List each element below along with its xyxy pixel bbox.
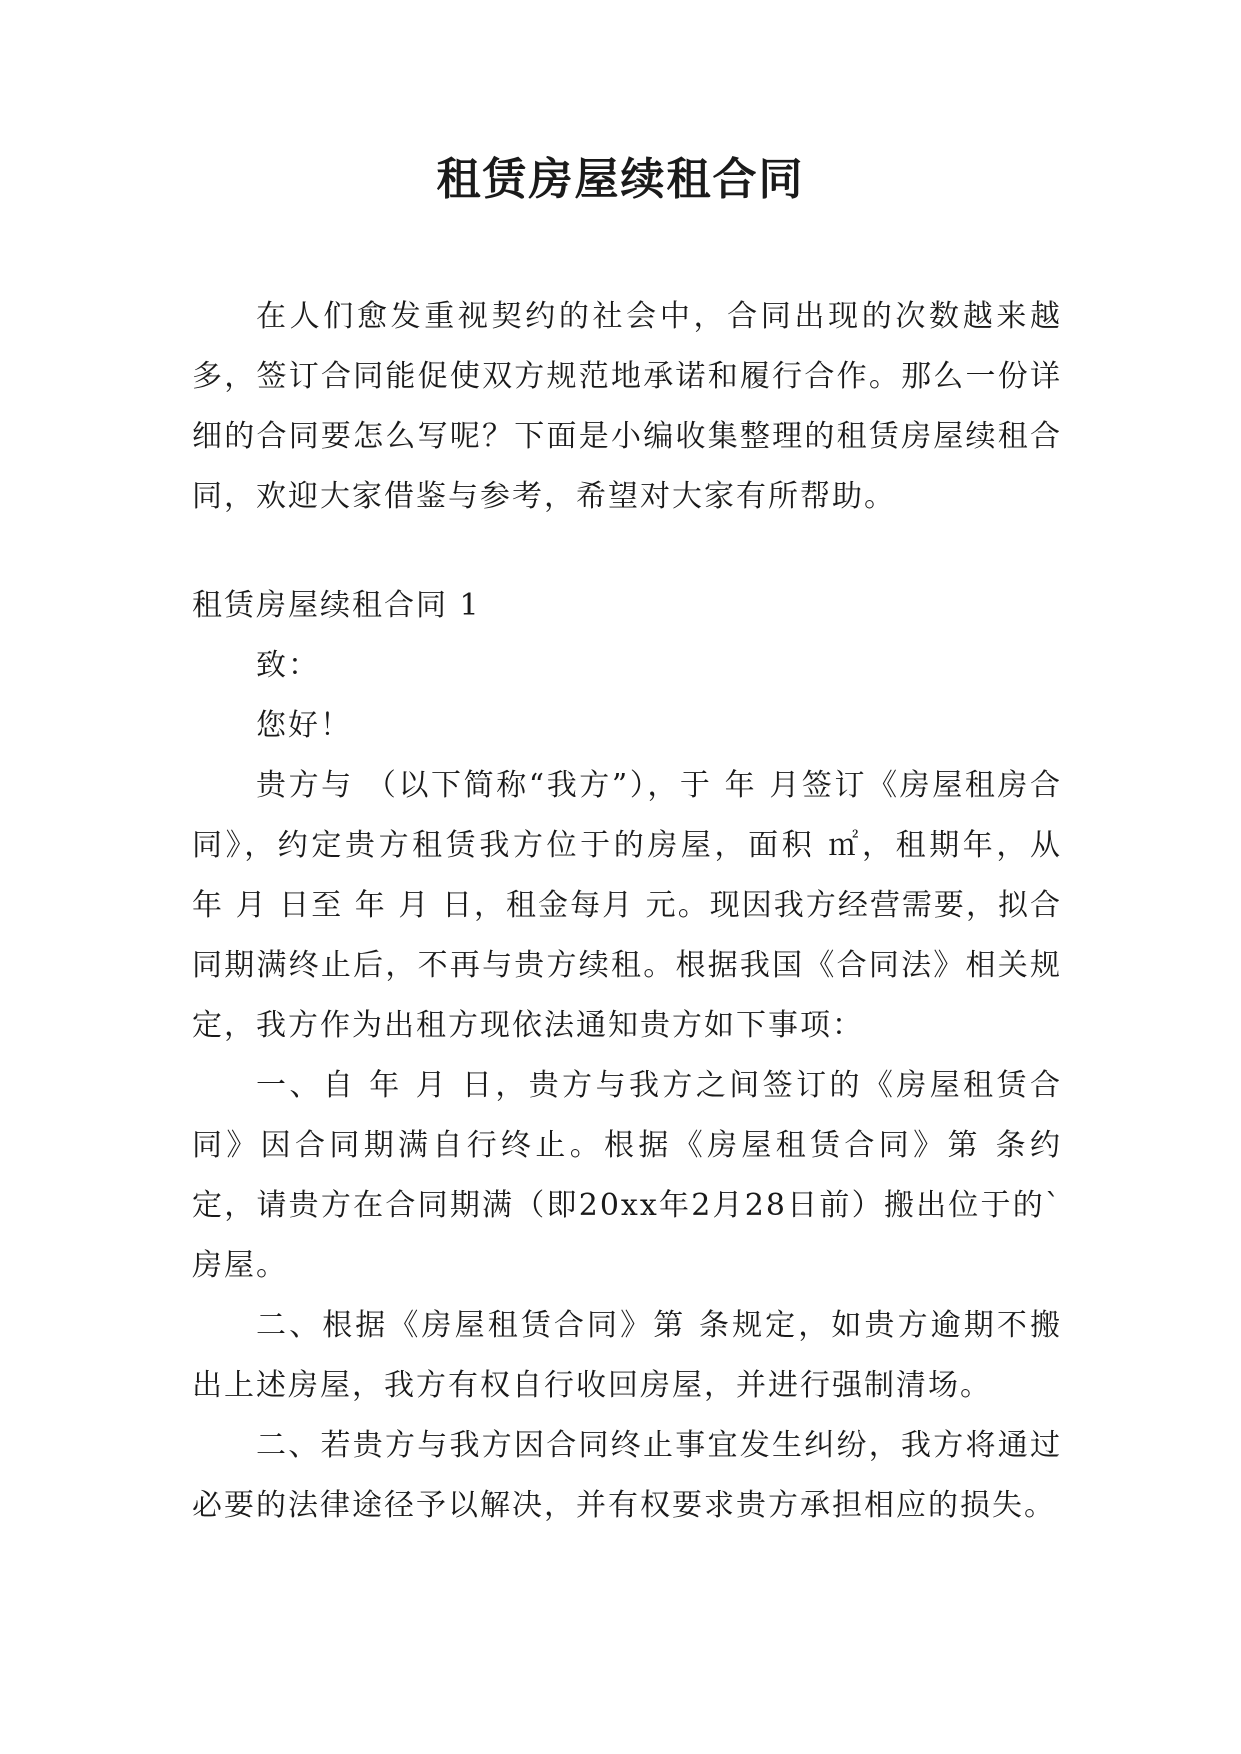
- contract-clause-2: 二、根据《房屋租赁合同》第 条规定，如贵方逾期不搬出上述房屋，我方有权自行收回房屋，并进行强制清场。: [192, 1308, 1062, 1403]
- contract-section: [192, 576, 1062, 1536]
- contract-clause-3: 二、若贵方与我方因合同终止事宜发生纠纷，我方将通过必要的法律途径予以解决，并有权要求贵方承担相应的损失。: [192, 1428, 1062, 1523]
- contract-paragraph: 贵方与 （以下简称“我方”），于 年 月签订《房屋租房合同》，约定贵方租赁我方位于的房屋，面积 ㎡，租期年，从 年 月 日至 年 月 日，租金每月 元。现因我方经营需要，拟合同期满终止后，不再与贵方续租。根据我国《合同法》相关规定，我方作为出租方现依法通知贵方如下事项：: [192, 768, 1062, 1043]
- intro-section: [192, 287, 1062, 527]
- greeting-to: 致：: [256, 648, 320, 683]
- section-heading: 租赁房屋续租合同 1: [192, 588, 481, 623]
- greeting-hello: 您好！: [256, 708, 352, 743]
- contract-clause-1: 一、自 年 月 日，贵方与我方之间签订的《房屋租赁合同》因合同期满自行终止。根据《房屋租赁合同》第 条约定，请贵方在合同期满（即20xx年2月28日前）搬出位于的`房屋。: [192, 1068, 1062, 1283]
- intro-paragraph: 在人们愈发重视契约的社会中，合同出现的次数越来越多，签订合同能促使双方规范地承诺和履行合作。那么一份详细的合同要怎么写呢？下面是小编收集整理的租赁房屋续租合同，欢迎大家借鉴与参考，希望对大家有所帮助。: [192, 299, 1062, 514]
- document-title: 租赁房屋续租合同: [436, 154, 805, 205]
